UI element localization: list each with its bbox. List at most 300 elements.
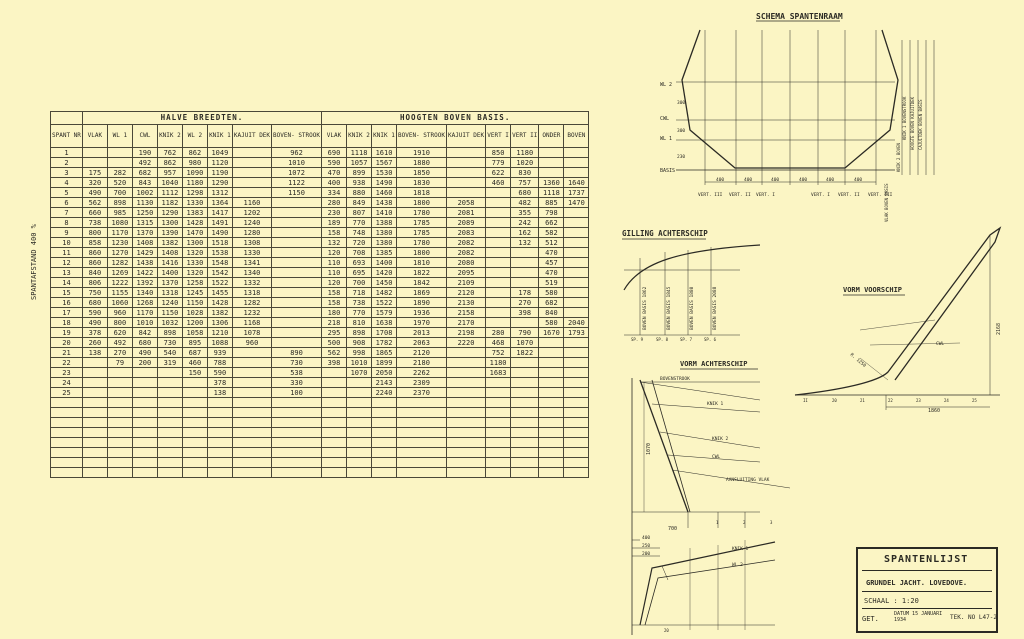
col-spant: SPANT NR <box>51 125 83 148</box>
table-cell: 1482 <box>372 288 397 298</box>
schema-vert-4: VERT. I <box>811 193 830 198</box>
table-cell: 908 <box>347 338 372 348</box>
table-cell: 1429 <box>132 248 157 258</box>
table-cell: 798 <box>539 208 564 218</box>
table-cell: 700 <box>107 188 132 198</box>
table-cell: 562 <box>82 198 107 208</box>
achter-label-knik1: KNIK 1 <box>707 402 724 407</box>
table-cell: 520 <box>107 178 132 188</box>
table-cell: 1122 <box>272 178 322 188</box>
table-cell: 1245 <box>182 288 207 298</box>
table-cell: 1070 <box>511 338 539 348</box>
table-cell: 490 <box>82 188 107 198</box>
table-cell: 1200 <box>182 318 207 328</box>
table-cell: 1460 <box>372 188 397 198</box>
table-cell: 280 <box>322 198 347 208</box>
table-cell: 2095 <box>446 268 485 278</box>
table-cell: 334 <box>322 188 347 198</box>
table-cell: 1170 <box>107 228 132 238</box>
table-cell: 2170 <box>446 318 485 328</box>
table-cell: 2050 <box>372 368 397 378</box>
table-cell: 470 <box>539 248 564 258</box>
col-9: KNIK 2 <box>347 125 372 148</box>
table-cell: 1428 <box>182 218 207 228</box>
table-cell: 800 <box>107 318 132 328</box>
table-cell: 1785 <box>397 218 447 228</box>
table-cell: 800 <box>82 228 107 238</box>
table-cell: 985 <box>107 208 132 218</box>
table-cell: 708 <box>347 248 372 258</box>
table-cell: 957 <box>157 168 182 178</box>
table-cell: 1428 <box>207 298 232 308</box>
table-cell: 1340 <box>232 268 271 278</box>
achter-label-1070: 1070 <box>646 442 652 455</box>
table-cell: 1308 <box>232 238 271 248</box>
table-cell: 1865 <box>372 348 397 358</box>
table-cell: 110 <box>322 268 347 278</box>
table-cell: 700 <box>347 278 372 288</box>
schema-vert-3: VERT. I <box>756 193 775 198</box>
table-cell: 899 <box>347 168 372 178</box>
table-cell: 2083 <box>446 228 485 238</box>
table-cell: 1542 <box>207 268 232 278</box>
table-cell: 378 <box>207 378 232 388</box>
table-cell: 1150 <box>157 308 182 318</box>
table-cell: 850 <box>486 148 511 158</box>
table-cell: 1416 <box>157 258 182 268</box>
table-cell: 200 <box>132 358 157 368</box>
table-cell: 1300 <box>157 218 182 228</box>
table-cell: 1385 <box>372 248 397 258</box>
lower-label-400: 400 <box>642 536 651 541</box>
table-cell: 1240 <box>157 298 182 308</box>
table-cell: 1300 <box>182 238 207 248</box>
schema-level-cwl: CWL <box>660 116 670 122</box>
table-cell: 718 <box>347 288 372 298</box>
table-cell: 175 <box>82 168 107 178</box>
table-cell: 2240 <box>372 388 397 398</box>
table-cell: 1370 <box>132 228 157 238</box>
table-cell: 1936 <box>397 308 447 318</box>
table-cell: 132 <box>511 238 539 248</box>
table-cell: 138 <box>207 388 232 398</box>
table-cell: 1490 <box>372 178 397 188</box>
table-cell: 1490 <box>207 228 232 238</box>
table-cell: 662 <box>539 218 564 228</box>
table-cell: 2063 <box>397 338 447 348</box>
col-13: VERT I <box>486 125 511 148</box>
table-cell: 270 <box>511 298 539 308</box>
achter-tick-3: 3 <box>770 520 773 525</box>
table-cell: 460 <box>486 178 511 188</box>
gilling-sp-9: SP. 9 <box>631 337 644 342</box>
table-cell: 1370 <box>157 278 182 288</box>
table-cell: 1890 <box>397 298 447 308</box>
table-cell: 1010 <box>272 158 322 168</box>
table-cell: 162 <box>511 228 539 238</box>
table-cell: 1118 <box>347 148 372 158</box>
table-cell: 2309 <box>397 378 447 388</box>
table-cell: 622 <box>486 168 511 178</box>
frame-number: 18 <box>51 318 83 328</box>
schema-side-1: KNIK 1 BOVENSTROOK <box>902 96 907 140</box>
table-cell: 400 <box>322 178 347 188</box>
table-cell: 1250 <box>132 208 157 218</box>
table-cell: 540 <box>157 348 182 358</box>
table-cell: 500 <box>322 338 347 348</box>
voor-label-length: 1860 <box>928 408 941 414</box>
table-cell: 1438 <box>132 258 157 268</box>
table-cell: 490 <box>82 318 107 328</box>
frame-number: 21 <box>51 348 83 358</box>
table-cell: 1810 <box>397 258 447 268</box>
group-halve-breedten: HALVE BREEDTEN. <box>82 112 321 125</box>
table-cell: 1380 <box>372 228 397 238</box>
table-cell: 1270 <box>107 248 132 258</box>
table-cell: 810 <box>347 318 372 328</box>
achter-tick-2: 2 <box>743 520 746 525</box>
table-cell: 898 <box>107 198 132 208</box>
table-cell: 998 <box>347 348 372 358</box>
table-cell: 158 <box>322 298 347 308</box>
table-cell: 1548 <box>207 258 232 268</box>
table-cell: 2130 <box>446 298 485 308</box>
table-cell: 1032 <box>157 318 182 328</box>
table-cell: 1522 <box>207 278 232 288</box>
table-cell: 1910 <box>397 148 447 158</box>
table-cell: 1780 <box>397 208 447 218</box>
table-cell: 1078 <box>232 328 271 338</box>
table-cell: 120 <box>322 278 347 288</box>
table-cell: 1120 <box>207 158 232 168</box>
schema-width-5: 400 <box>826 178 835 183</box>
lower-label-20: 20 <box>664 628 669 633</box>
table-cell: 695 <box>347 268 372 278</box>
table-cell: 460 <box>182 358 207 368</box>
achter-label-knik2: KNIK 2 <box>712 437 729 442</box>
table-cell: 178 <box>511 288 539 298</box>
table-cell: 770 <box>347 308 372 318</box>
table-cell: 319 <box>157 358 182 368</box>
table-cell: 1170 <box>132 308 157 318</box>
table-cell: 980 <box>182 158 207 168</box>
table-cell: 860 <box>82 248 107 258</box>
table-cell: 806 <box>82 278 107 288</box>
col-11: BOVEN- STROOK <box>397 125 447 148</box>
table-cell: 230 <box>322 208 347 218</box>
table-cell: 590 <box>322 158 347 168</box>
table-cell: 218 <box>322 318 347 328</box>
frame-number: 11 <box>51 248 83 258</box>
frame-number: 6 <box>51 198 83 208</box>
schema-width-6: 400 <box>854 178 863 183</box>
table-cell: 1312 <box>207 188 232 198</box>
voor-tick-20: 20 <box>832 398 837 403</box>
table-cell: 898 <box>347 328 372 338</box>
voor-tick-21: 21 <box>860 398 865 403</box>
table-cell: 885 <box>539 198 564 208</box>
voor-label-cwl: CWL <box>936 342 945 347</box>
table-cell: 1306 <box>207 318 232 328</box>
table-cell: 1341 <box>232 258 271 268</box>
table-cell: 150 <box>182 368 207 378</box>
table-cell: 1793 <box>564 328 589 338</box>
table-cell: 2158 <box>446 308 485 318</box>
table-cell: 1380 <box>372 238 397 248</box>
table-cell: 100 <box>272 388 322 398</box>
schema-level-wl2: WL 2 <box>660 82 673 88</box>
vorm-voorschip <box>795 228 1002 414</box>
table-cell: 1800 <box>397 248 447 258</box>
schema-level-wl1: WL 1 <box>660 136 673 142</box>
frame-number: 7 <box>51 208 83 218</box>
table-cell: 492 <box>107 338 132 348</box>
table-cell: 1638 <box>372 318 397 328</box>
table-cell: 2058 <box>446 198 485 208</box>
gilling-label-4: BOVEN BASIS 2088 <box>713 286 718 330</box>
table-cell: 2120 <box>446 288 485 298</box>
table-cell: 730 <box>272 358 322 368</box>
voor-tick-24: 24 <box>944 398 949 403</box>
table-cell: 2198 <box>446 328 485 338</box>
table-cell: 1383 <box>182 208 207 218</box>
schema-spantenraam <box>660 12 934 222</box>
table-cell: 1028 <box>182 308 207 318</box>
table-cell: 1470 <box>182 228 207 238</box>
table-cell: 180 <box>322 308 347 318</box>
table-cell: 620 <box>107 328 132 338</box>
table-cell: 757 <box>511 178 539 188</box>
frame-number: 15 <box>51 288 83 298</box>
table-cell: 1340 <box>132 288 157 298</box>
gilling-title: GILLING ACHTERSCHIP <box>622 229 708 238</box>
table-cell: 2013 <box>397 328 447 338</box>
table-cell: 660 <box>82 208 107 218</box>
table-cell: 738 <box>347 298 372 308</box>
col-7: BOVEN- STROOK <box>272 125 322 148</box>
table-cell: 1315 <box>132 218 157 228</box>
table-cell: 1538 <box>207 248 232 258</box>
table-cell: 1800 <box>397 198 447 208</box>
table-cell: 1364 <box>207 198 232 208</box>
table-cell: 1785 <box>397 228 447 238</box>
table-cell: 110 <box>322 258 347 268</box>
table-cell: 1010 <box>132 318 157 328</box>
table-cell: 880 <box>347 188 372 198</box>
voor-label-radius: R. 1250 <box>848 352 867 369</box>
table-cell: 730 <box>157 338 182 348</box>
schema-height-1: 300 <box>677 101 686 106</box>
achter-label-aansluiting: AANSLUITING VLAK <box>726 478 770 483</box>
voor-title: VORM VOORSCHIP <box>843 286 903 294</box>
table-cell: 939 <box>207 348 232 358</box>
schema-vert-5: VERT. II <box>838 193 860 198</box>
table-cell: 280 <box>486 328 511 338</box>
table-cell: 680 <box>82 298 107 308</box>
table-cell: 482 <box>511 198 539 208</box>
table-cell: 1530 <box>372 168 397 178</box>
table-cell: 1049 <box>207 148 232 158</box>
gilling-label-1: BOVEN BASIS 1862 <box>643 286 648 330</box>
table-cell: 1290 <box>157 208 182 218</box>
table-cell: 1222 <box>107 278 132 288</box>
table-cell: 79 <box>107 358 132 368</box>
group-hoogten: HOOGTEN BOVEN BASIS. <box>322 112 589 125</box>
table-cell: 492 <box>132 158 157 168</box>
table-cell: 680 <box>511 188 539 198</box>
voor-label-height: 2168 <box>996 322 1002 335</box>
table-cell: 1470 <box>564 198 589 208</box>
table-cell: 282 <box>107 168 132 178</box>
table-cell: 682 <box>539 298 564 308</box>
table-cell: 1268 <box>132 298 157 308</box>
table-cell: 1455 <box>207 288 232 298</box>
table-cell: 1330 <box>182 198 207 208</box>
table-cell: 1737 <box>564 188 589 198</box>
table-cell: 1010 <box>347 358 372 368</box>
schema-width-2: 400 <box>744 178 753 183</box>
table-cell: 1150 <box>272 188 322 198</box>
table-cell: 1180 <box>511 148 539 158</box>
frame-number: 19 <box>51 328 83 338</box>
table-cell: 962 <box>272 148 322 158</box>
title-block-number: TEK. NO L47-2 <box>950 614 997 621</box>
table-cell: 158 <box>322 288 347 298</box>
table-cell: 840 <box>539 308 564 318</box>
table-cell: 1579 <box>372 308 397 318</box>
table-cell: 1822 <box>511 348 539 358</box>
table-cell: 398 <box>322 358 347 368</box>
frame-number: 10 <box>51 238 83 248</box>
table-cell: 1320 <box>182 248 207 258</box>
col-0: VLAK <box>82 125 107 148</box>
table-cell: 1420 <box>372 268 397 278</box>
table-cell: 862 <box>182 148 207 158</box>
table-cell: 2180 <box>397 358 447 368</box>
frame-spacing-label: SPANTAFSTAND 400 % <box>30 224 38 300</box>
table-cell: 1282 <box>107 258 132 268</box>
table-cell: 1388 <box>372 218 397 228</box>
table-cell: 320 <box>82 178 107 188</box>
table-cell: 1202 <box>232 208 271 218</box>
table-cell: 1210 <box>207 328 232 338</box>
table-cell: 468 <box>486 338 511 348</box>
frame-number: 5 <box>51 188 83 198</box>
frame-number: 9 <box>51 228 83 238</box>
voor-tick-23: 23 <box>916 398 921 403</box>
table-cell: 1318 <box>232 288 271 298</box>
table-cell: 1320 <box>182 268 207 278</box>
table-cell: 862 <box>157 158 182 168</box>
table-cell: 1280 <box>232 228 271 238</box>
table-cell: 1232 <box>232 308 271 318</box>
table-cell: 1491 <box>207 218 232 228</box>
table-cell: 120 <box>322 248 347 258</box>
table-cell: 538 <box>272 368 322 378</box>
gilling-sp-8: SP. 8 <box>656 337 669 342</box>
table-cell: 2220 <box>446 338 485 348</box>
table-cell: 788 <box>207 358 232 368</box>
table-cell: 457 <box>539 258 564 268</box>
achter-label-700: 700 <box>668 526 678 532</box>
frame-number: 4 <box>51 178 83 188</box>
table-cell: 680 <box>132 338 157 348</box>
table-cell: 1332 <box>232 278 271 288</box>
table-cell: 1072 <box>272 168 322 178</box>
table-cell: 1180 <box>182 178 207 188</box>
schema-width-4: 400 <box>799 178 808 183</box>
table-cell: 840 <box>82 268 107 278</box>
table-cell: 378 <box>82 328 107 338</box>
table-cell: 770 <box>347 218 372 228</box>
table-cell: 1869 <box>397 288 447 298</box>
table-cell: 779 <box>486 158 511 168</box>
schema-vert-1: VERT. III <box>698 193 723 198</box>
table-cell: 2143 <box>372 378 397 388</box>
table-cell: 938 <box>347 178 372 188</box>
table-cell: 1330 <box>182 258 207 268</box>
table-cell: 590 <box>82 308 107 318</box>
frame-number: 13 <box>51 268 83 278</box>
table-cell: 1112 <box>157 188 182 198</box>
table-cell: 720 <box>347 238 372 248</box>
col-15: ONDER <box>539 125 564 148</box>
table-cell: 1400 <box>372 258 397 268</box>
table-cell: 690 <box>322 148 347 158</box>
schema-side-4: KNIK 2 BOVEN <box>896 143 901 172</box>
table-cell: 830 <box>511 168 539 178</box>
col-6: KAJUIT DEK <box>232 125 271 148</box>
table-cell: 1640 <box>564 178 589 188</box>
table-cell: 1842 <box>397 278 447 288</box>
table-cell: 843 <box>132 178 157 188</box>
table-cell: 1090 <box>182 168 207 178</box>
table-cell: 1382 <box>157 238 182 248</box>
table-cell: 960 <box>232 338 271 348</box>
col-12: KAJUIT DEK <box>446 125 485 148</box>
table-cell: 512 <box>539 238 564 248</box>
table-cell: 1522 <box>372 298 397 308</box>
table-cell: 960 <box>107 308 132 318</box>
frame-number: 22 <box>51 358 83 368</box>
table-cell: 860 <box>82 258 107 268</box>
table-cell: 1782 <box>372 338 397 348</box>
table-cell: 1240 <box>232 218 271 228</box>
schema-side-5: VLAK BOVEN BASIS <box>884 183 889 222</box>
table-cell: 1118 <box>539 188 564 198</box>
table-cell: 2040 <box>564 318 589 328</box>
table-cell: 1408 <box>157 248 182 258</box>
gilling-achterschip <box>622 229 760 342</box>
table-cell: 1708 <box>372 328 397 338</box>
table-cell: 1780 <box>397 238 447 248</box>
table-cell: 1002 <box>132 188 157 198</box>
frame-number: 23 <box>51 368 83 378</box>
title-block-drawn: GET. <box>862 615 879 623</box>
table-cell: 1818 <box>397 188 447 198</box>
table-cell: 582 <box>539 228 564 238</box>
table-cell: 1058 <box>182 328 207 338</box>
table-cell: 2262 <box>397 368 447 378</box>
frame-number: 24 <box>51 378 83 388</box>
frame-number: 2 <box>51 158 83 168</box>
lower-label-knik1: KNIK 1 <box>732 547 749 552</box>
table-cell: 158 <box>322 228 347 238</box>
schema-width-3: 400 <box>771 178 780 183</box>
table-cell: 890 <box>272 348 322 358</box>
table-cell: 1850 <box>397 168 447 178</box>
table-cell: 752 <box>486 348 511 358</box>
